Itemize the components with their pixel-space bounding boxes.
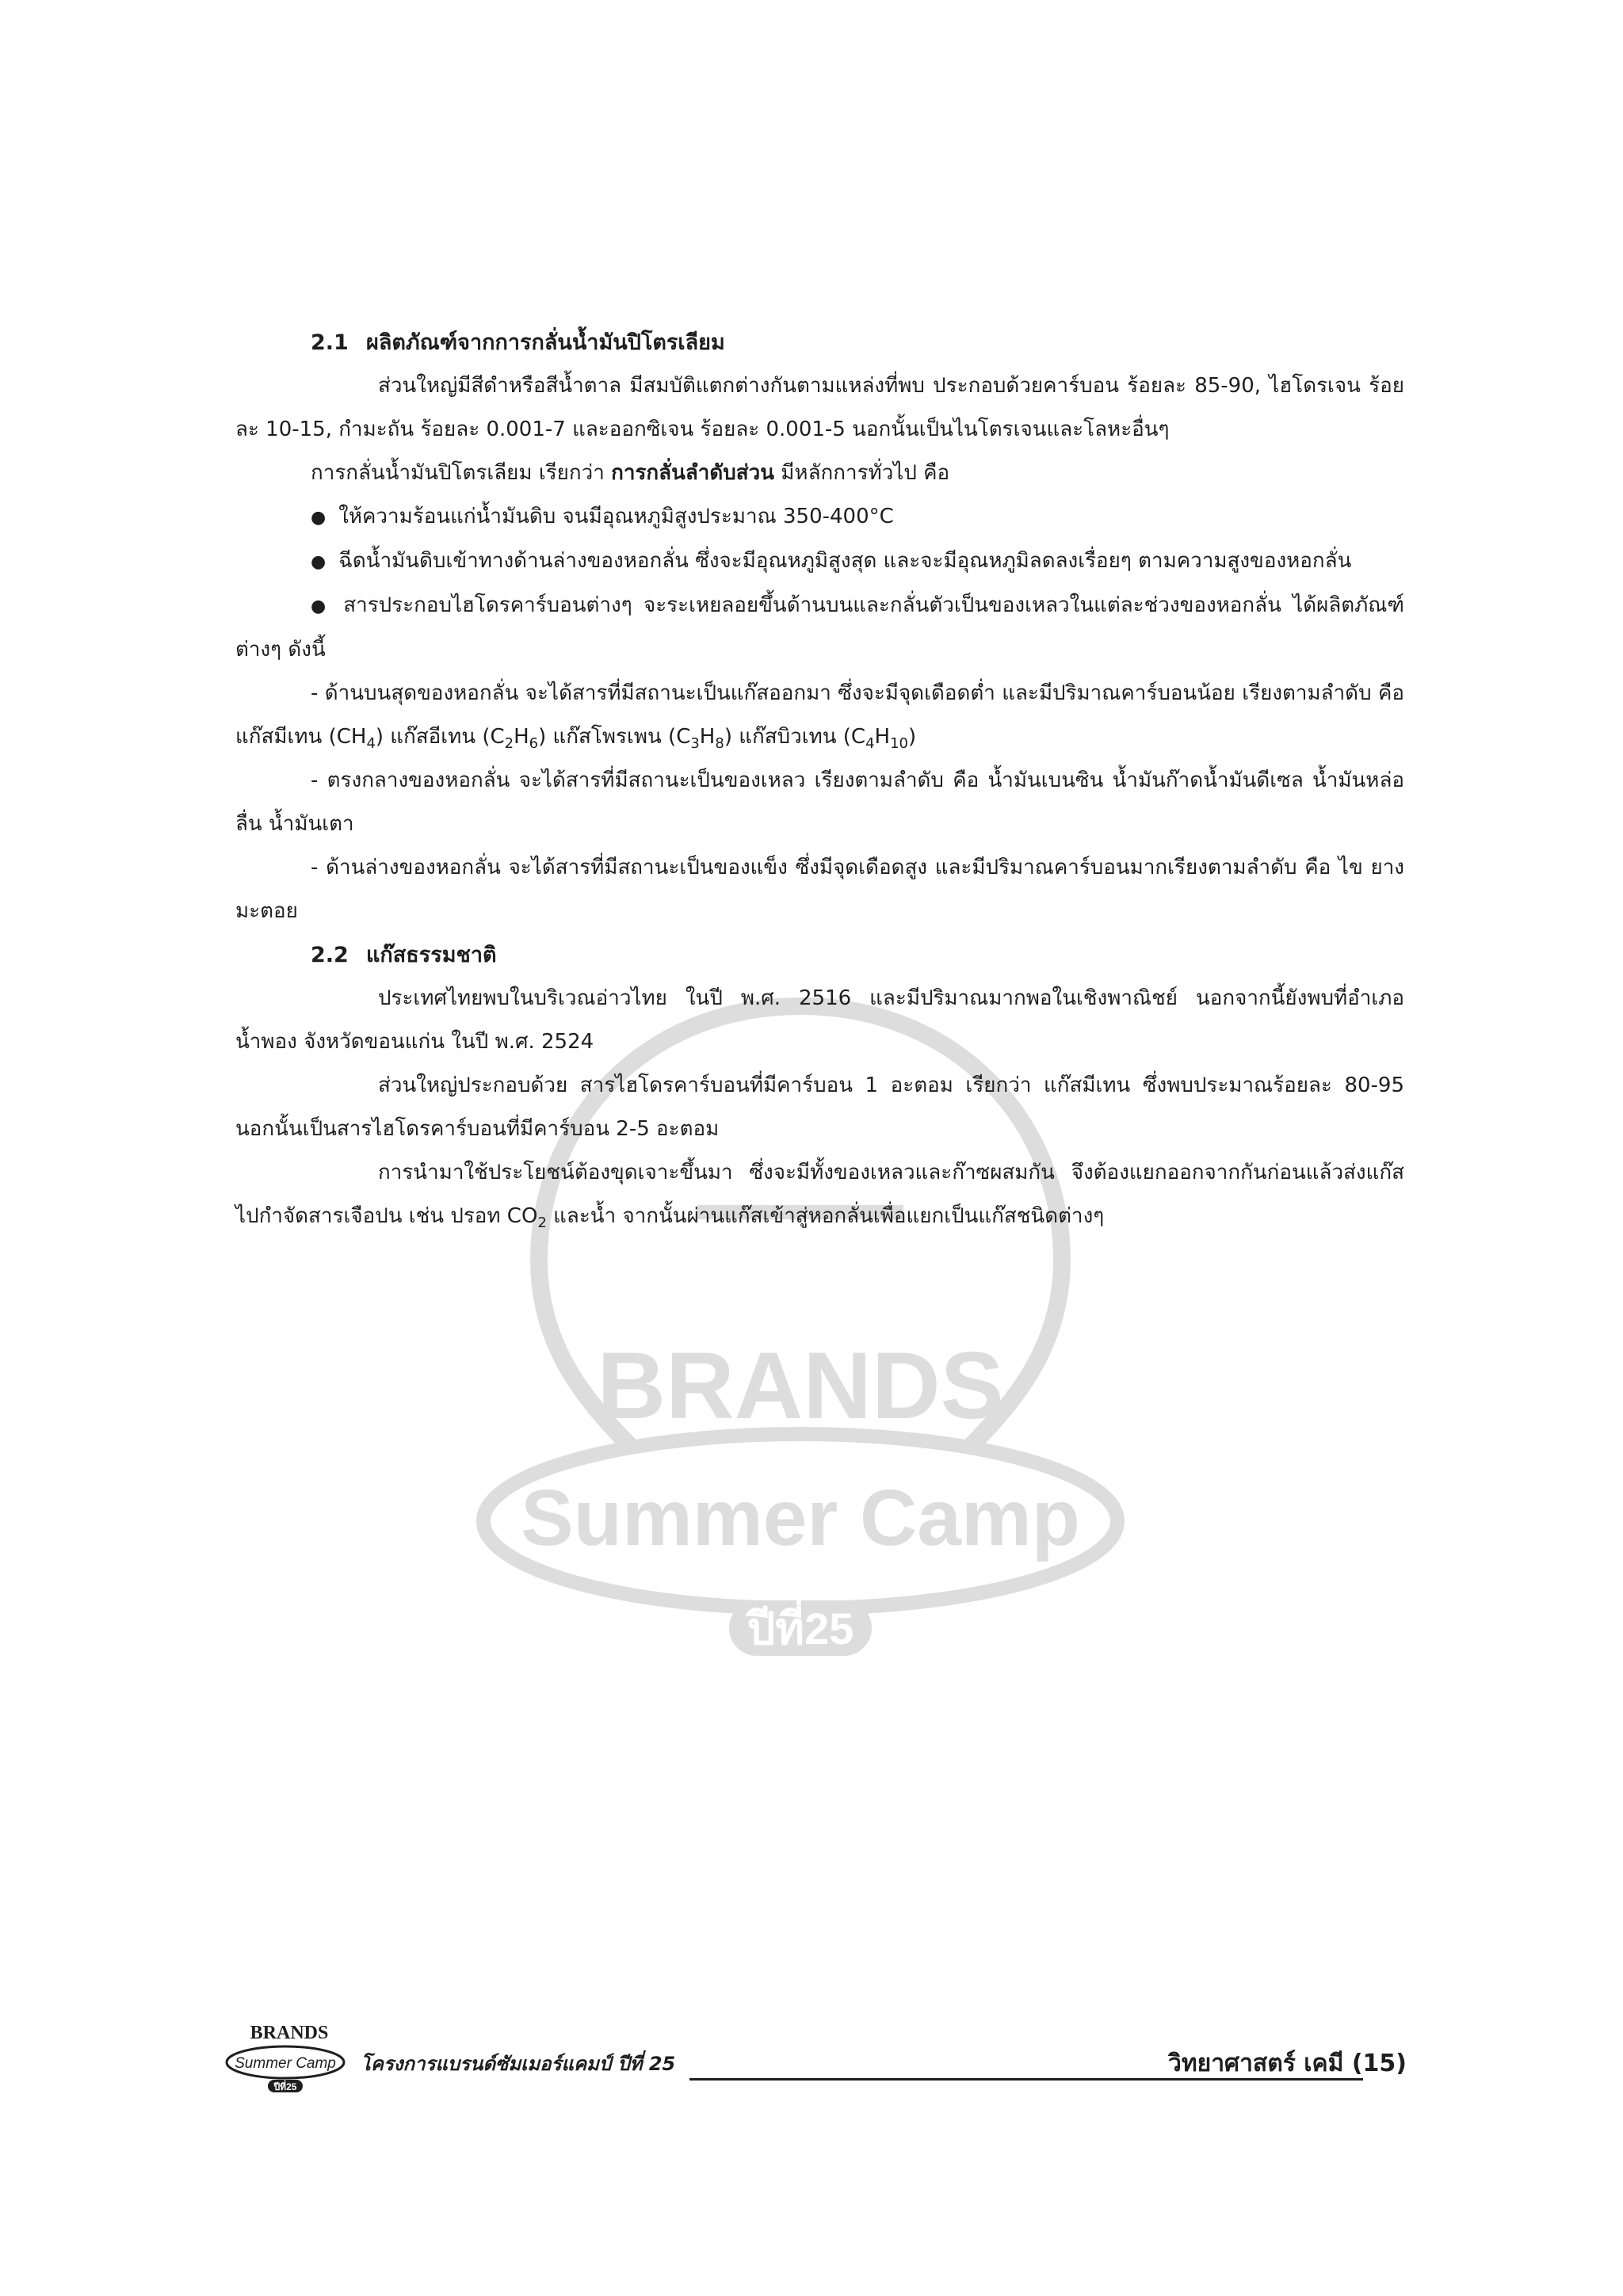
page-footer [222,2016,1407,2103]
p3-text-end: และน้ำ จากนั้นผ่านแก๊สเข้าสู่หอกลั่นเพื่อแยกเป็นแก๊สชนิดต่างๆ [546,1204,1105,1228]
watermark-year: ปีที่25 [747,1604,854,1653]
bullet-text: ฉีดน้ำมันดิบเข้าทางด้านล่างของหอกลั่น ซึ่งจะมีอุณหภูมิสูงสุด และจะมีอุณหภูมิลดลงเรื่อยๆ ตามความสูงของหอกลั่น [338,549,1352,573]
footer-project-name: โครงการแบรนด์ซัมเมอร์แคมป์ ปีที่ 25 [361,2053,676,2075]
distill-text: การกลั่นน้ำมันปิโตรเลียม เรียกว่า [311,461,612,485]
watermark-brand: BRANDS [597,1333,1004,1439]
bullet-text: ให้ความร้อนแก่น้ำมันดิบ จนมีอุณหภูมิสูงประมาณ 350-400°C [338,505,894,528]
formula-butane: C [850,725,866,749]
watermark-camp: Summer Camp [521,1474,1080,1562]
footer-subject-page: วิทยาศาสตร์ เคมี (15) [1168,2050,1407,2077]
top-text: ) แก๊สโพรเพน ( [538,725,677,749]
paragraph-top-fraction [235,672,1404,759]
logo-year: ปีที่25 [273,2081,297,2092]
paragraph-middle-fraction: - ตรงกลางของหอกลั่น จะได้สารที่มีสถานะเป็นของเหลว เรียงตามลำดับ คือ น้ำมันเบนซิน น้ำมันก๊าดน้ำมันดีเซล น้ำมันหล่อลื่น น้ำมันเตา [235,769,1404,836]
formula-sub: 2 [537,1215,547,1232]
formula-methane: CH [336,725,367,749]
section-heading-2-1 [235,321,1404,364]
paragraph-natural-gas-1: ประเทศไทยพบในบริเวณอ่าวไทย ในปี พ.ศ. 2516 และมีปริมาณมากพอในเชิงพาณิชย์ นอกจากนี้ยังพบที่อำเภอน้ำพอง จังหวัดขอนแก่น ในปี พ.ศ. 2524 [235,986,1404,1054]
page-content [235,321,1404,1238]
section-number: 2.1 [311,330,349,355]
paragraph-bottom-fraction: - ด้านล่างของหอกลั่น จะได้สารที่มีสถานะเป็นของแข็ง ซึ่งมีจุดเดือดสูง และมีปริมาณคาร์บอนมากเรียงตามลำดับ คือ ไข ยางมะตอย [235,856,1404,923]
formula-sub: 8 [715,735,724,753]
bullet-item-1 [235,495,1404,540]
logo-camp: Summer Camp [235,2055,336,2072]
footer-logo [222,2016,349,2096]
section-title: แก๊สธรรมชาติ [366,943,497,967]
top-text: ) แก๊สบิวเทน ( [724,725,851,749]
formula-sub: 6 [529,735,539,753]
distill-text-end: มีหลักการทั่วไป คือ [774,461,950,485]
logo-brand: BRANDS [250,2023,329,2043]
bullet-icon: ● [311,552,327,572]
formula-sub: 4 [865,735,875,753]
p3-text: การนำมาใช้ประโยชน์ต้องขุดเจาะขึ้นมา ซึ่งจะมีทั้งของเหลวและก๊าซผสมกัน จึงต้องแยกออกจากกันก่อนแล้วส่งแก๊สไปกำจัดสารเจือปน เช่น ปรอท CO [235,1161,1404,1228]
bullet-icon: ● [311,508,327,528]
formula-sub: 10 [890,735,908,753]
formula-ethane-h: H [514,725,529,749]
formula-ethane: C [490,725,505,749]
section-title: ผลิตภัณฑ์จากการกลั่นน้ำมันปิโตรเลียม [366,330,725,355]
bullet-item-2 [235,540,1404,584]
paragraph-natural-gas-2: ส่วนใหญ่ประกอบด้วย สารไฮโดรคาร์บอนที่มีคาร์บอน 1 อะตอม เรียกว่า แก๊สมีเทน ซึ่งพบประมาณร้อยละ 80-95 นอกนั้นเป็นสารไฮโดรคาร์บอนที่มีคาร์บอน 2-5 อะตอม [235,1074,1404,1141]
formula-butane-h: H [874,725,891,749]
bullet-icon: ● [311,597,331,616]
top-text: - ด้านบนสุดของหอกลั่น จะได้สารที่มีสถานะเป็นแก๊สออกมา ซึ่งจะมีจุดเดือดต่ำ และมีปริมาณคาร์บอนน้อย เรียงตามลำดับ คือ แก๊สมีเทน ( [235,681,1404,749]
formula-sub: 3 [690,735,700,753]
top-text: ) แก๊สอีเทน ( [375,725,491,749]
section-heading-2-2 [235,933,1404,977]
formula-propane: C [676,725,691,749]
bullet-text: สารประกอบไฮโดรคาร์บอนต่างๆ จะระเหยลอยขึ้นด้านบนและกลั่นตัวเป็นของเหลวในแต่ละช่วงของหอกลั่น ได้ผลิตภัณฑ์ต่างๆ ดังนี้ [235,593,1404,662]
section-number: 2.2 [311,943,349,967]
bullet-item-3 [235,584,1404,672]
formula-sub: 4 [366,735,376,753]
distill-term: การกลั่นลำดับส่วน [611,461,775,485]
paragraph-intro: ส่วนใหญ่มีสีดำหรือสีน้ำตาล มีสมบัติแตกต่างกันตามแหล่งที่พบ ประกอบด้วยคาร์บอน ร้อยละ 85-90, ไฮโดรเจน ร้อยละ 10-15, กำมะถัน ร้อยละ 0.001-7 และออกซิเจน ร้อยละ 0.001-5 นอกนั้นเป็นไนโตรเจนและโลหะอื่นๆ [235,374,1404,441]
paragraph-natural-gas-3 [235,1151,1404,1238]
paragraph-distillation [235,452,1404,495]
brands-summer-camp-logo-icon [222,2016,349,2096]
formula-propane-h: H [699,725,716,749]
top-text: ) [907,725,917,749]
formula-sub: 2 [504,735,514,753]
